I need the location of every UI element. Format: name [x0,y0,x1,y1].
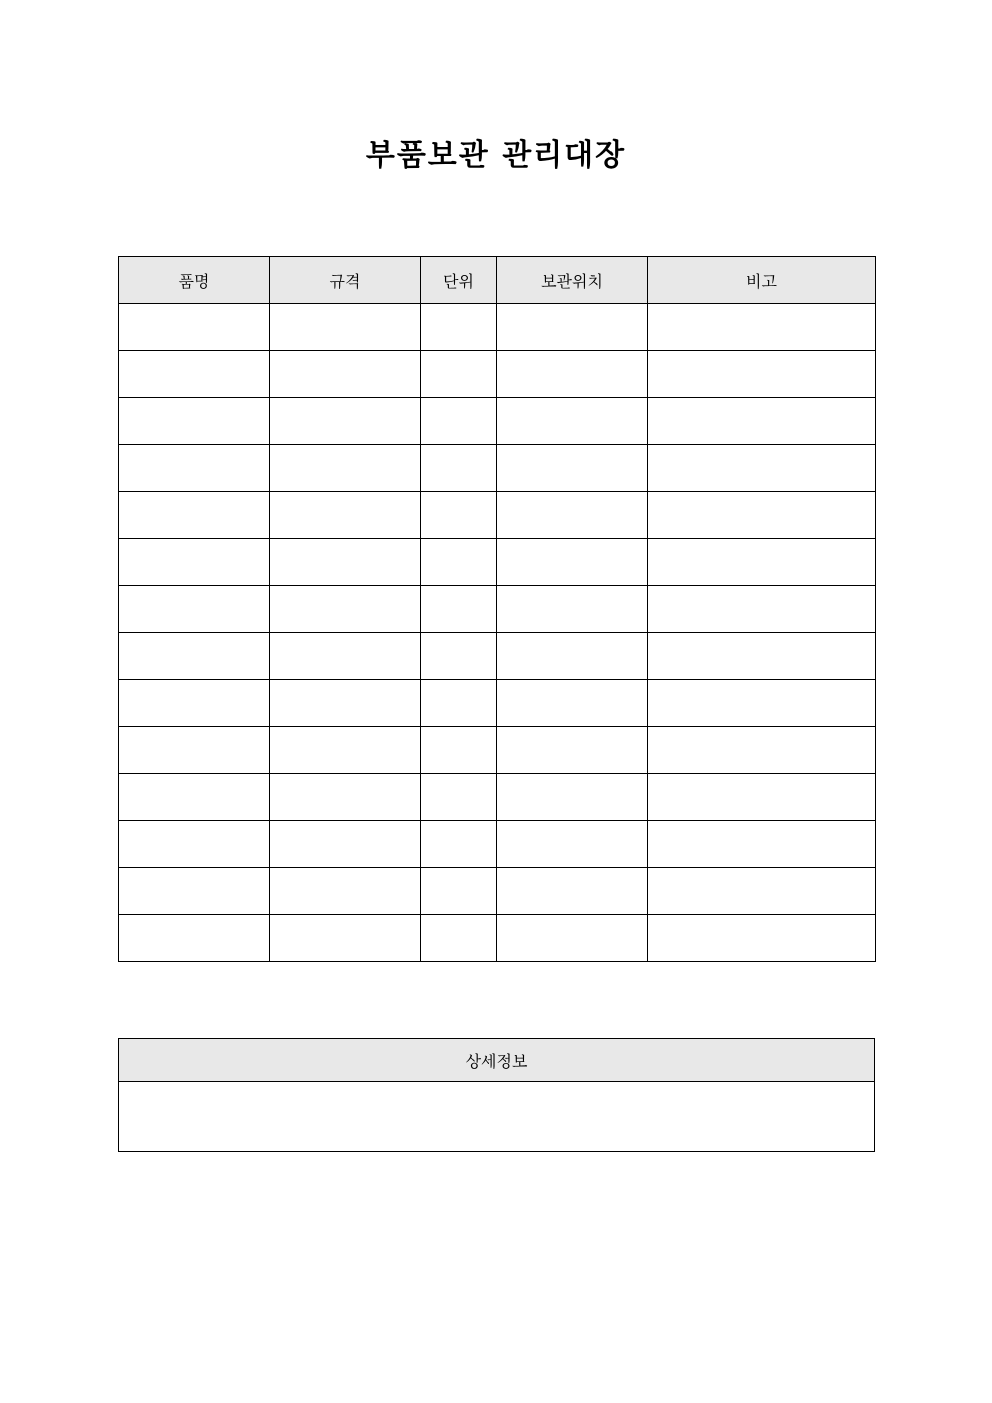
item-name-cell[interactable] [119,398,270,445]
unit-cell[interactable] [421,633,497,680]
item-name-cell[interactable] [119,821,270,868]
table-row [119,774,876,821]
item-name-cell[interactable] [119,680,270,727]
remarks-cell[interactable] [648,304,876,351]
column-header-unit: 단위 [421,257,497,304]
unit-cell[interactable] [421,398,497,445]
column-header-remarks: 비고 [648,257,876,304]
location-cell[interactable] [497,915,648,962]
location-cell[interactable] [497,492,648,539]
table-row [119,351,876,398]
remarks-cell[interactable] [648,586,876,633]
item-name-cell[interactable] [119,727,270,774]
detail-content-cell[interactable] [119,1082,875,1152]
location-cell[interactable] [497,680,648,727]
spec-cell[interactable] [270,304,421,351]
unit-cell[interactable] [421,915,497,962]
item-name-cell[interactable] [119,586,270,633]
spec-cell[interactable] [270,868,421,915]
column-header-item-name: 품명 [119,257,270,304]
unit-cell[interactable] [421,727,497,774]
column-header-location: 보관위치 [497,257,648,304]
location-cell[interactable] [497,727,648,774]
spec-cell[interactable] [270,539,421,586]
remarks-cell[interactable] [648,868,876,915]
item-name-cell[interactable] [119,774,270,821]
detail-content-row [119,1082,875,1152]
column-header-spec: 규격 [270,257,421,304]
spec-cell[interactable] [270,915,421,962]
remarks-cell[interactable] [648,680,876,727]
table-row [119,633,876,680]
location-cell[interactable] [497,398,648,445]
table-row [119,492,876,539]
location-cell[interactable] [497,586,648,633]
unit-cell[interactable] [421,445,497,492]
item-name-cell[interactable] [119,539,270,586]
unit-cell[interactable] [421,774,497,821]
spec-cell[interactable] [270,492,421,539]
item-name-cell[interactable] [119,492,270,539]
item-name-cell[interactable] [119,304,270,351]
item-name-cell[interactable] [119,445,270,492]
remarks-cell[interactable] [648,821,876,868]
location-cell[interactable] [497,351,648,398]
detail-info-table [118,1038,875,1152]
item-name-cell[interactable] [119,351,270,398]
remarks-cell[interactable] [648,539,876,586]
detail-header: 상세정보 [119,1039,875,1082]
location-cell[interactable] [497,821,648,868]
spec-cell[interactable] [270,633,421,680]
remarks-cell[interactable] [648,915,876,962]
remarks-cell[interactable] [648,398,876,445]
remarks-cell[interactable] [648,445,876,492]
table-row [119,586,876,633]
table-row [119,868,876,915]
unit-cell[interactable] [421,821,497,868]
table-row [119,727,876,774]
item-name-cell[interactable] [119,868,270,915]
unit-cell[interactable] [421,680,497,727]
item-name-cell[interactable] [119,633,270,680]
remarks-cell[interactable] [648,774,876,821]
table-row [119,398,876,445]
table-row [119,915,876,962]
unit-cell[interactable] [421,586,497,633]
location-cell[interactable] [497,445,648,492]
table-row [119,445,876,492]
spec-cell[interactable] [270,774,421,821]
spec-cell[interactable] [270,821,421,868]
location-cell[interactable] [497,539,648,586]
unit-cell[interactable] [421,351,497,398]
spec-cell[interactable] [270,727,421,774]
location-cell[interactable] [497,774,648,821]
page-title: 부품보관 관리대장 [365,138,627,173]
unit-cell[interactable] [421,492,497,539]
parts-ledger-table [118,256,876,962]
spec-cell[interactable] [270,680,421,727]
location-cell[interactable] [497,633,648,680]
spec-cell[interactable] [270,586,421,633]
location-cell[interactable] [497,304,648,351]
spec-cell[interactable] [270,398,421,445]
detail-header-row [119,1039,875,1082]
location-cell[interactable] [497,868,648,915]
remarks-cell[interactable] [648,727,876,774]
remarks-cell[interactable] [648,492,876,539]
item-name-cell[interactable] [119,915,270,962]
table-row [119,821,876,868]
table-row [119,304,876,351]
table-header-row [119,257,876,304]
unit-cell[interactable] [421,539,497,586]
remarks-cell[interactable] [648,351,876,398]
unit-cell[interactable] [421,304,497,351]
table-row [119,539,876,586]
table-row [119,680,876,727]
spec-cell[interactable] [270,351,421,398]
spec-cell[interactable] [270,445,421,492]
remarks-cell[interactable] [648,633,876,680]
unit-cell[interactable] [421,868,497,915]
